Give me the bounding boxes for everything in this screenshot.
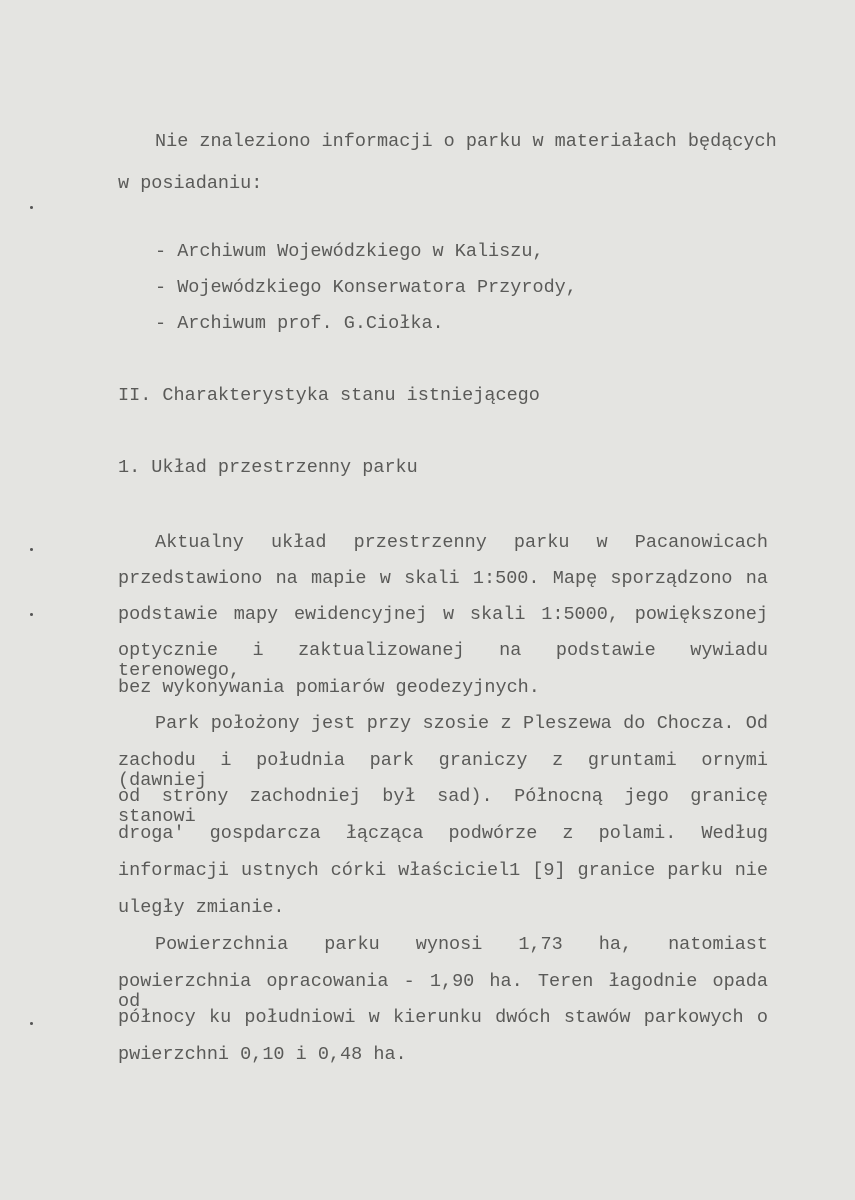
source-item: - Wojewódzkiego Konserwatora Przyrody, [155,277,577,298]
section-heading: II. Charakterystyka stanu istniejącego [118,385,540,406]
paragraph-3-line: pwierzchni 0,10 i 0,48 ha. [118,1044,407,1065]
scan-speck [30,613,33,616]
paragraph-2-line: zachodu i południa park graniczy z gruntami ornymi (dawniej [118,750,768,791]
paragraph-3-line: północy ku południowi w kierunku dwóch stawów parkowych o [118,1007,768,1028]
paragraph-3-line: Powierzchnia parku wynosi 1,73 ha, natomiast [155,934,768,955]
intro-line-2: w posiadaniu: [118,173,263,194]
paragraph-2-line: od strony zachodniej był sad). Północną jego granicę stanowi [118,786,768,827]
paragraph-2-line: droga' gospdarcza łącząca podwórze z polami. Według [118,823,768,844]
scan-speck [30,548,33,551]
intro-line-1: Nie znaleziono informacji o parku w materiałach będących [155,131,777,152]
paragraph-1-line: optycznie i zaktualizowanej na podstawie wywiadu terenowego, [118,640,768,681]
paragraph-1-line: bez wykonywania pomiarów geodezyjnych. [118,677,540,698]
source-item: - Archiwum Wojewódzkiego w Kaliszu, [155,241,544,262]
scan-speck [30,206,33,209]
paragraph-3-line: powierzchnia opracowania - 1,90 ha. Teren łagodnie opada od [118,971,768,1012]
source-item: - Archiwum prof. G.Ciołka. [155,313,444,334]
paragraph-1-line: przedstawiono na mapie w skali 1:500. Mapę sporządzono na [118,568,768,589]
paragraph-2-line: uległy zmianie. [118,897,285,918]
paragraph-2-line: Park położony jest przy szosie z Pleszewa do Chocza. Od [155,713,768,734]
paragraph-1-line: Aktualny układ przestrzenny parku w Pacanowicach [155,532,768,553]
scan-speck [30,1022,33,1025]
paragraph-2-line: informacji ustnych córki właściciel1 [9] granice parku nie [118,860,768,881]
subsection-heading: 1. Układ przestrzenny parku [118,457,418,478]
paragraph-1-line: podstawie mapy ewidencyjnej w skali 1:5000, powiększonej [118,604,768,625]
